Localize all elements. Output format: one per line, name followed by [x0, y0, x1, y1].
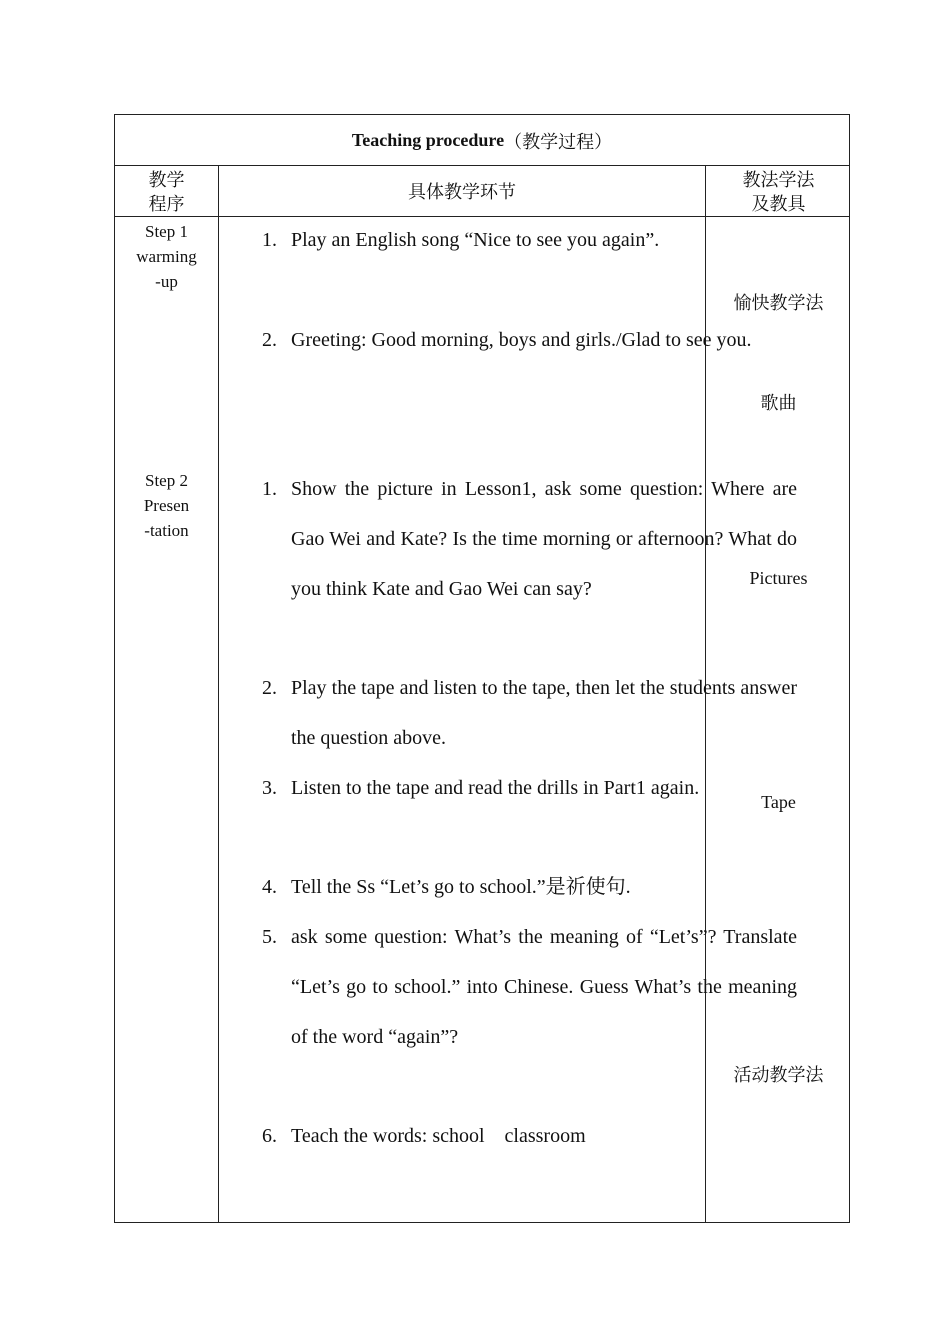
table-title-chinese: （教学过程）: [504, 131, 613, 152]
step-label-line: -tation: [144, 521, 189, 540]
column-divider: [218, 165, 219, 1222]
list-item-number: 1.: [262, 229, 277, 251]
aid-note: Tape: [761, 792, 796, 812]
list-item-text: Teach the words: school classroom: [291, 1125, 586, 1147]
list-item-text: Greeting: Good morning, boys and girls./Glad to see you.: [291, 329, 752, 351]
header-col3-line2: 及教具: [751, 193, 806, 214]
list-item-number: 1.: [262, 478, 277, 500]
table-title-english: Teaching procedure: [351, 130, 505, 150]
step-warmup-label: [115, 219, 218, 294]
list-item-text: Play an English song “Nice to see you again”.: [291, 229, 660, 251]
header-methods-aids: [706, 166, 851, 217]
header-col1-line1: 教学: [148, 169, 185, 190]
list-item-text: Tell the Ss “Let’s go to school.”是祈使句.: [291, 876, 631, 898]
step-presentation-label: [115, 468, 218, 543]
step-label-line: Step 1: [145, 222, 188, 241]
step-label-line: warming: [136, 247, 197, 266]
header-col3-line1: 教法学法: [742, 169, 815, 190]
step-label-line: Presen: [143, 496, 190, 515]
header-teaching-sequence: [115, 166, 218, 217]
list-item-text: Listen to the tape and read the drills in Part1 again.: [291, 777, 700, 799]
list-item-number: 4.: [262, 876, 277, 898]
list-item-text: Show the picture in Lesson1, ask some question: Where are Gao Wei and Kate? Is the time morning or afternoon? What do you think Kate and Gao Wei can say?: [291, 478, 797, 600]
aid-note: Pictures: [749, 568, 808, 588]
list-item-text: ask some question: What’s the meaning of “Let’s”? Translate “Let’s go to school.” into Chinese. Guess What’s the meaning of the word “again”?: [291, 926, 797, 1048]
teaching-procedure-table: [114, 114, 850, 1223]
list-item-number: 2.: [262, 677, 277, 699]
header-teaching-steps: [219, 166, 705, 217]
method-note: 活动教学法: [733, 1065, 824, 1085]
list-item-text: Play the tape and listen to the tape, then let the students answer the question above.: [291, 677, 797, 749]
list-item-number: 2.: [262, 329, 277, 351]
aid-note: 歌曲: [760, 393, 797, 413]
list-item-number: 3.: [262, 777, 277, 799]
method-note: 愉快教学法: [733, 293, 824, 313]
step-label-line: -up: [155, 272, 178, 291]
table-title: [115, 115, 849, 166]
step-label-line: Step 2: [145, 471, 188, 490]
header-col1-line2: 程序: [148, 193, 185, 214]
list-item-number: 5.: [262, 926, 277, 948]
list-item-number: 6.: [262, 1125, 277, 1147]
header-col2: 具体教学环节: [408, 181, 516, 202]
